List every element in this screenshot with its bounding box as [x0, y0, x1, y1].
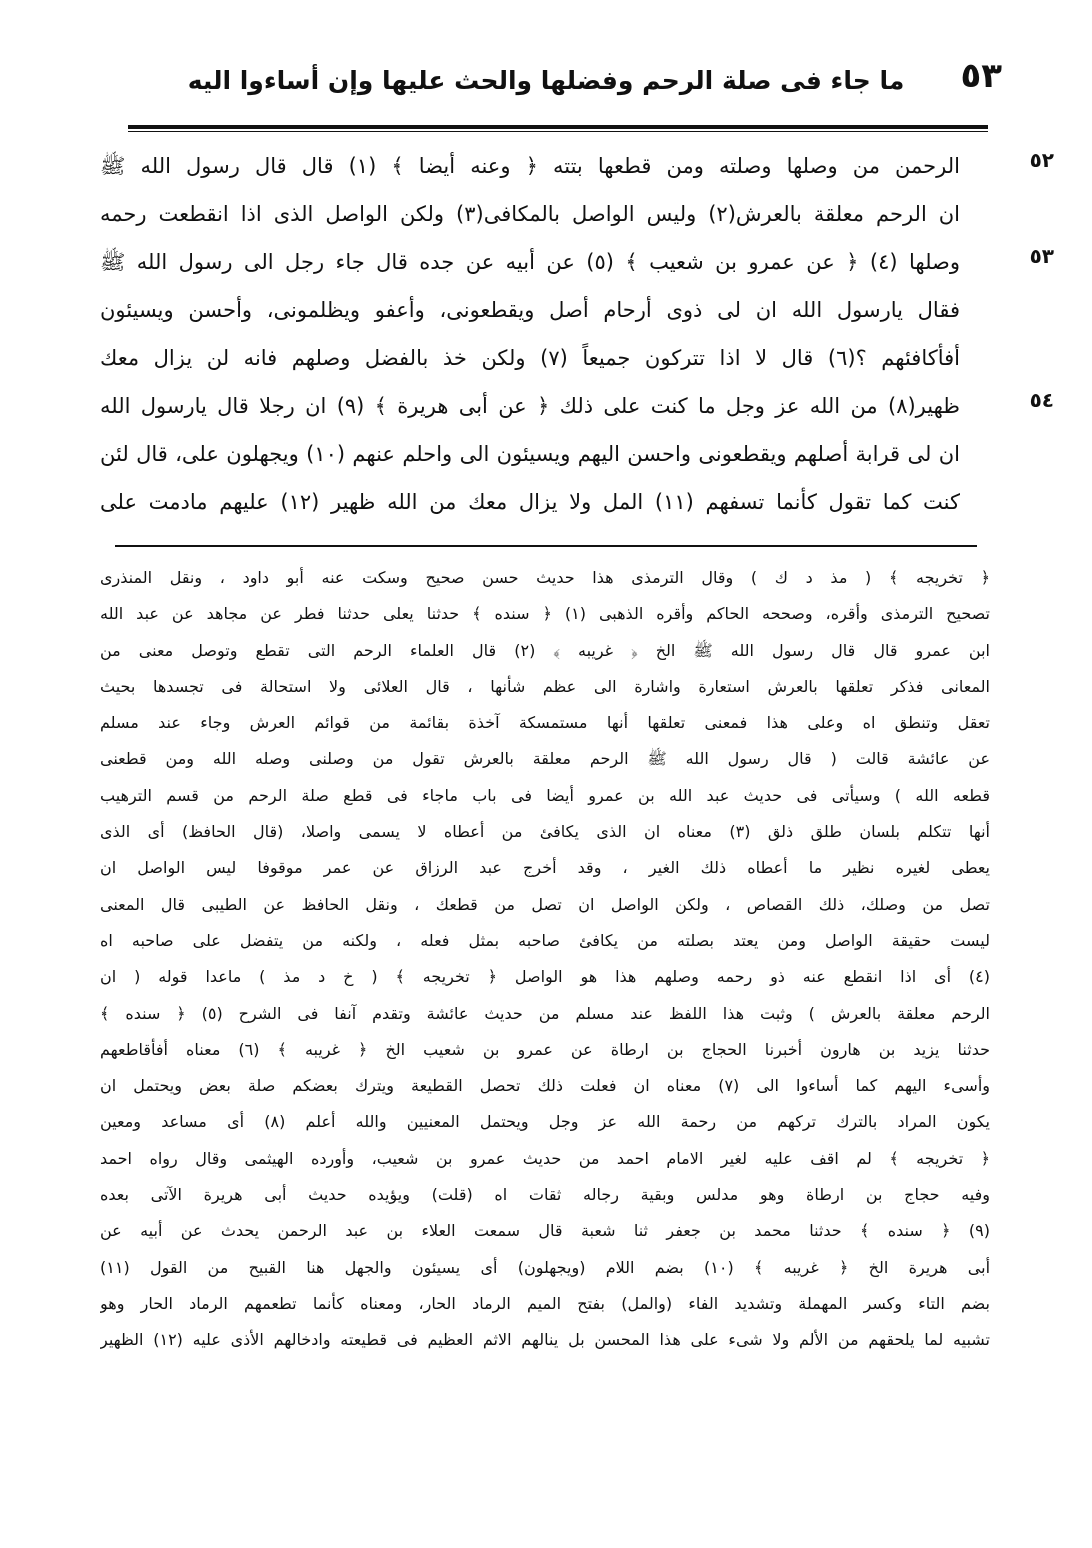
main-text-line: ان لى قرابة أصلهم ويقطعونى واحسن اليهم ويسيئون الى واحلم عنهم (١٠) ويجهلون على، قال لئن — [100, 442, 960, 466]
footnotes — [100, 560, 990, 1359]
footnote-line: ليست حقيقة الواصل ومن يعتد بصلته من يكافئ صاحبه بمثل فعله ، ولكنه من يتفضل على صاحبه اه — [100, 930, 990, 950]
running-title: ما جاء فى صلة الرحم وفضلها والحث عليها وإن أساءوا اليه — [187, 65, 905, 95]
footnote-line: وأسىء اليهم كما أساءوا الى (٧) معناه ان فعلت ذلك تحصل القطيعة ويترك بعضكم صلة بعض ويحتمل ان — [100, 1076, 990, 1096]
footnote-line: تشبيه لما يلحقهم من الألم ولا شىء على هذا المحسن بل ينالهم الاثم العظيم فى قطيعته وادخالهم الأذى عليه (١٢) الظهير — [100, 1330, 990, 1350]
hadith-number-54: ٥٤ — [1029, 388, 1054, 412]
footnote-line: أنها تتكلم بلسان طلق ذلق (٣) معناه ان الذى يكافئ من أعطاه لا يسمى واصلا، (قال الحافظ) أى الذى — [100, 822, 990, 842]
footnote-line: يعطى لغيره نظير ما أعطاه ذلك الغير ، وقد أخرج عبد الرزاق عن عمر موقوفا ليس الواصل ان — [100, 858, 990, 878]
footnote-line: ابن عمرو قال قال رسول الله ﷺ الخ ﴿ غريبه ﴾ (٢) قال العلماء الرحم التى تقطع وتوصل معنى من — [100, 640, 990, 660]
main-text-line: الرحمن من وصلها وصلته ومن قطعها بتته ﴿ وعنه أيضا ﴾ (١) قال قال رسول الله ﷺ — [100, 154, 960, 178]
header-rule — [128, 125, 988, 129]
page-number: ٥٣ — [960, 56, 1002, 96]
footnote-line: بضم التاء وكسر المهملة وتشديد الفاء (والمل) بفتح الميم الرماد الحار، ومعناه كأنما تطعمهم الرماد الحار وهو — [100, 1293, 990, 1313]
footnote-line: (٤) أى اذا انقطع عنه ذو رحمه وصلهم هذا هو الواصل ﴿ تخريجه ﴾ ( خ د مذ ) ماعدا قوله ( ان — [100, 967, 990, 987]
footnote-line: تصحيح الترمذى وأقره، وصححه الحاكم وأقره الذهبى (١) ﴿ سنده ﴾ حدثنا يعلى حدثنا فطر عن مجاهد عن عبد الله — [100, 604, 990, 624]
header-rule-thin — [128, 131, 988, 132]
footnote-separator — [115, 545, 977, 547]
footnote-line: ﴿ تخريجه ﴾ لم اقف عليه لغير الامام احمد من حديث عمرو بن شعيب، وأورده الهيثمى وقال رواه احمد — [100, 1148, 990, 1168]
page-header — [150, 55, 942, 105]
footnote-line: يكون المراد بالترك تركهم من رحمة الله عز وجل ويحتمل المعنيين والله أعلم (٨) أى مساعد ومعين — [100, 1112, 990, 1132]
main-text — [100, 142, 960, 526]
footnote-line: عن عائشة قالت ( قال رسول الله ﷺ الرحم معلقة بالعرش تقول من وصلنى وصله الله ومن قطعنى — [100, 749, 990, 769]
footnote-line: المعانى فذكر تعلقها بالعرش استعارة واشارة الى عظم شأنها ، قال العلائى ولا استحالة فى تجسدها بحيث — [100, 676, 990, 696]
footnote-line: ﴿ تخريجه ﴾ ( مذ د ك ) وقال الترمذى هذا حديث حسن صحيح وسكت عنه أبو داود ، ونقل المنذرى — [100, 568, 990, 587]
main-text-line: أفأكافئهم ؟(٦) قال لا اذا تتركون جميعاً (٧) ولكن خذ بالفضل وصلهم فانه لن يزال معك — [100, 346, 960, 370]
footnote-line: وفيه حجاج بن ارطاة وهو مدلس وبقية رجاله ثقات اه (قلت) ويؤيده حديث أبى هريرة الآتى بعده — [100, 1185, 990, 1205]
footnote-line: تصل من وصلك، ذلك القصاص ، ولكن الواصل ان تصل من قطعك ، ونقل الحافظ عن الطيبى قال المعنى — [100, 894, 990, 914]
hadith-number-52: ٥٢ — [1029, 148, 1054, 172]
footnote-line: (٩) ﴿ سنده ﴾ حدثنا محمد بن جعفر ثنا شعبة قال سمعت العلاء بن عبد الرحمن يحدث عن أبيه عن — [100, 1221, 990, 1241]
main-text-line: ان الرحم معلقة بالعرش(٢) وليس الواصل بالمكافى(٣) ولكن الواصل الذى اذا انقطعت رحمه — [100, 202, 960, 226]
main-text-line: فقال يارسول الله ان لى ذوى أرحام أصل ويقطعونى، وأعفو ويظلمونى، وأحسن ويسيئون — [100, 298, 960, 322]
footnote-line: قطعه الله ) وسيأتى فى حديث عبد الله بن عمرو أيضا فى باب ماجاء فى قطع صلة الرحم من قسم الترهيب — [100, 785, 990, 805]
main-text-line: ظهير(٨) من الله عز وجل ما كنت على ذلك ﴿ عن أبى هريرة ﴾ (٩) ان رجلا قال يارسول الله — [100, 394, 960, 418]
main-text-line: وصلها (٤) ﴿ عن عمرو بن شعيب ﴾ (٥) عن أبيه عن جده قال جاء رجل الى رسول الله ﷺ — [100, 250, 960, 274]
footnote-line: حدثنا يزيد بن هارون أخبرنا الحجاج بن ارطاة عن عمرو بن شعيب الخ ﴿ غريبه ﴾ (٦) معناه أفأقاطعهم — [100, 1039, 990, 1059]
footnote-line: تعقل وتنطق اه وعلى هذا فمعنى تعلقها أنها مستمسكة آخذة بقائمة من قوائم العرش وجاء عند مسلم — [100, 713, 990, 733]
hadith-number-53: ٥٣ — [1029, 244, 1054, 268]
main-text-line: كنت كما تقول كأنما تسفهم (١١) المل ولا يزال معك من الله ظهير (١٢) عليهم مادمت على — [100, 490, 960, 514]
footnote-line: أبى هريرة الخ ﴿ غريبه ﴾ (١٠) بضم اللام (ويجهلون) أى يسيئون والجهل هنا القبيح من القول (١١) — [100, 1257, 990, 1277]
footnote-line: الرحم معلقة بالعرش ) وثبت هذا اللفظ عند مسلم من حديث عائشة وتقدم آنفا فى الشرح (٥) ﴿ سنده ﴾ — [100, 1003, 990, 1023]
